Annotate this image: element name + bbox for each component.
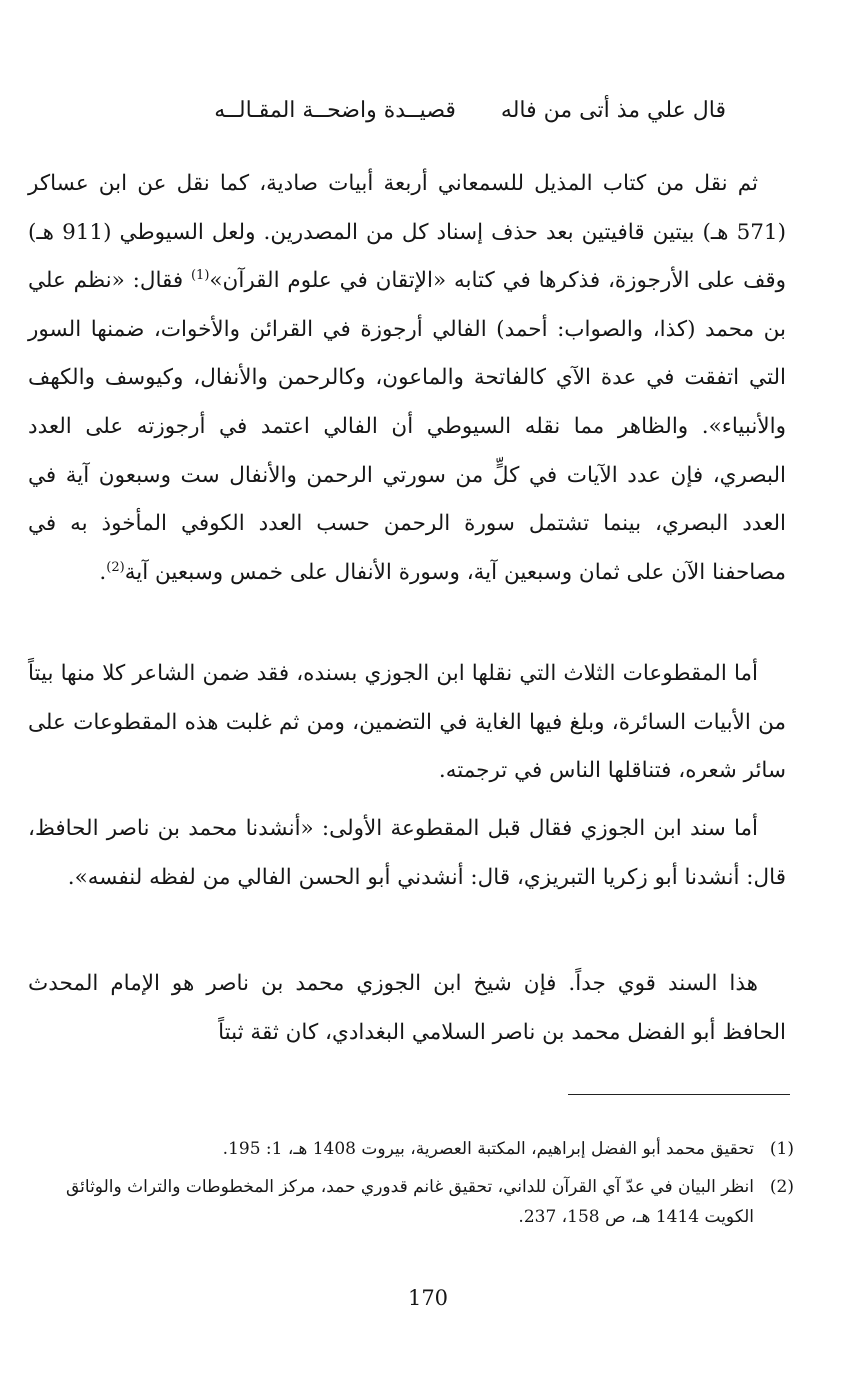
footnote-text: تحقيق محمد أبو الفضل إبراهيم، المكتبة العصرية، بيروت 1408 هـ، 1: 195. [222, 1139, 754, 1159]
footnote-1 [28, 1134, 794, 1164]
footnote-ref-1: (1) [190, 268, 210, 284]
footnote-2 [28, 1172, 794, 1232]
paragraph-text: فقال: «نظم علي بن محمد (كذا، والصواب: أحمد) الفالي أرجوزة في القرائن والأخوات، ضمنها السور التي اتفقت في عدة الآي كالفاتحة والماعون، وكالرحمن والأنفال، وكيوسف والكهف والأنبياء». والظاهر مما نقله السيوطي أن الفالي اعتمد في أرجوزته على العدد البصري، فإن عدد الآيات في كلٍّ من سورتي الرحمن والأنفال ست وسبعون آية في العدد البصري، بينما تشتمل سورة الرحمن حسب العدد الكوفي المأخوذ به في مصاحفنا الآن على ثمان وسبعين آية، وسورة الأنفال على خمس وسبعين آية [28, 268, 786, 585]
footnote-separator [568, 1094, 790, 1095]
footnote-ref-2: (2) [106, 559, 125, 575]
verse-line [214, 98, 726, 123]
paragraph-text: . [99, 559, 107, 585]
paragraph-suyuti [28, 160, 786, 597]
paragraph-chain-strength: هذا السند قوي جداً. فإن شيخ ابن الجوزي محمد بن ناصر هو الإمام المحدث الحافظ أبو الفضل محمد بن ناصر السلامي البغدادي، كان ثقة ثبتاً [28, 971, 786, 1045]
footnotes [28, 1134, 794, 1232]
verse-first-hemistich: قال علي مذ أتى من فاله [500, 98, 726, 123]
footnote-text: انظر البيان في عدّ آي القرآن للداني، تحقيق غانم قدوري حمد، مركز المخطوطات والتراث والوثائق الكويت 1414 هـ، ص 158، 237. [65, 1177, 754, 1227]
paragraph-isnad: أما سند ابن الجوزي فقال قبل المقطوعة الأولى: «أنشدنا محمد بن ناصر الحافظ، قال: أنشدنا أبو زكريا التبريزي، قال: أنشدني أبو الحسن الفالي من لفظه لنفسه». [28, 816, 786, 890]
footnote-number: (2) [769, 1177, 794, 1197]
paragraph-text: ثم نقل من كتاب المذيل للسمعاني أربعة أبيات صادية، كما نقل عن ابن عساكر (571 هـ) بيتين قافيتين بعد حذف إسناد كل من المصدرين. ولعل السيوطي (911 هـ) وقف على الأرجوزة، فذكرها في كتابه «الإتقان في علوم القرآن» [28, 171, 786, 294]
footnote-number: (1) [769, 1139, 794, 1159]
page-number: 170 [407, 1286, 449, 1310]
paragraph-fragments: أما المقطوعات الثلاث التي نقلها ابن الجوزي بسنده، فقد ضمن الشاعر كلا منها بيتاً من الأبيات السائرة، وبلغ فيها الغاية في التضمين، ومن ثم غلبت هذه المقطوعات على سائر شعره، فتناقلها الناس في ترجمته. [28, 661, 786, 784]
verse-second-hemistich: قصيــدة واضحــة المقـالــه [214, 98, 456, 123]
